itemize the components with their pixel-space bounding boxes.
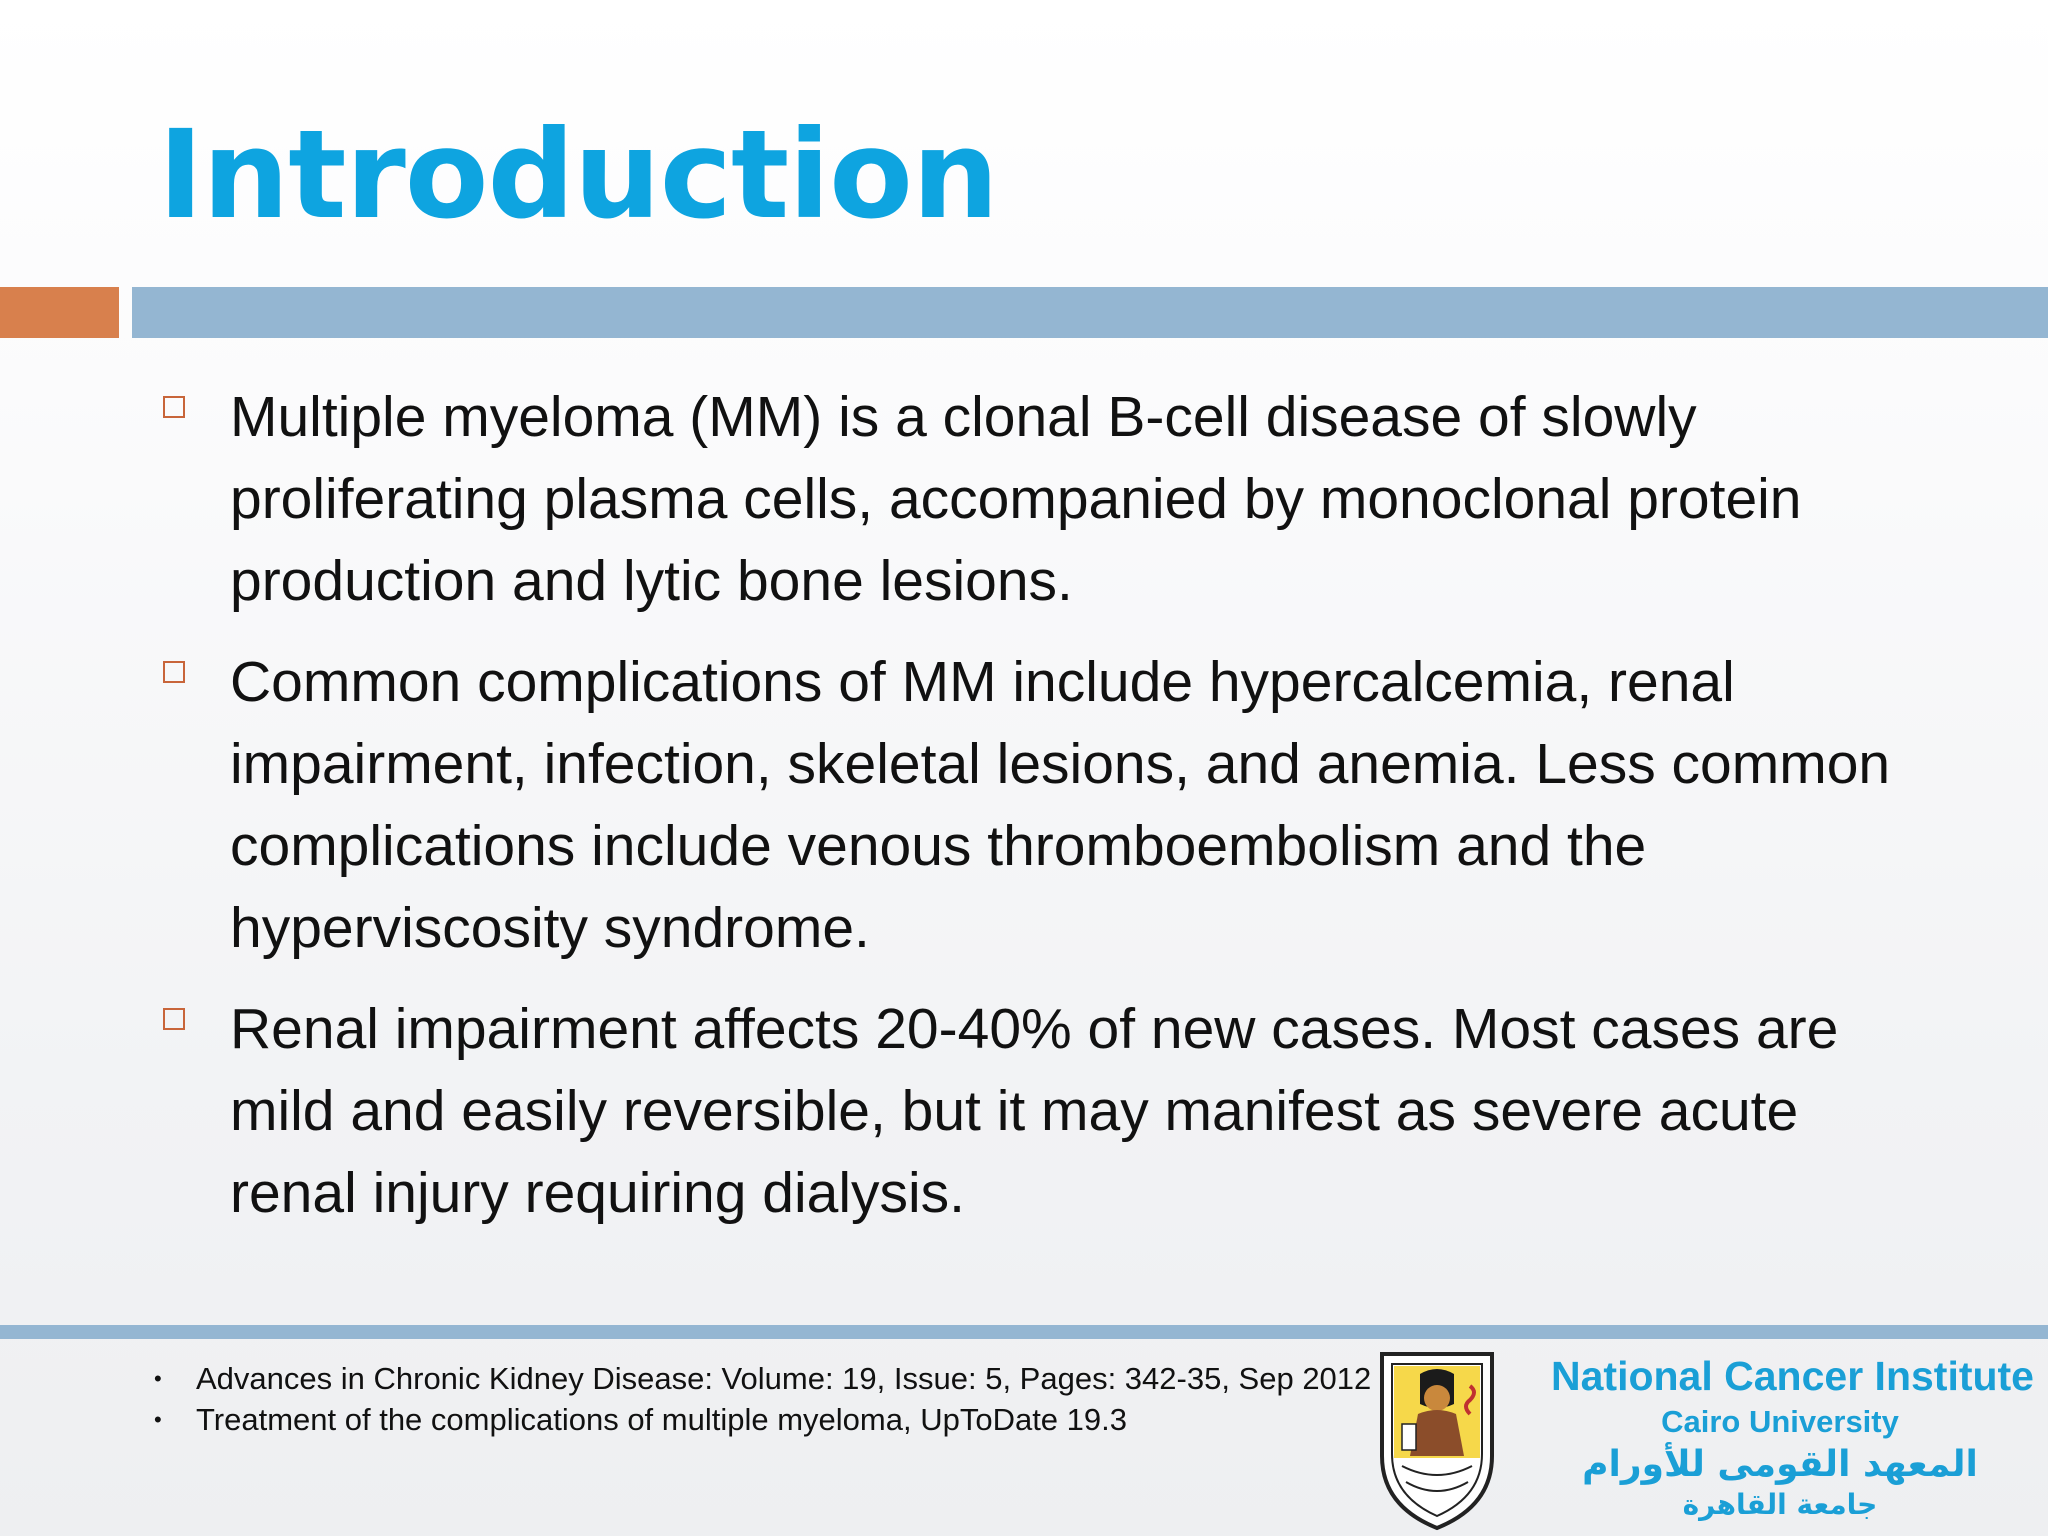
accent-bar-blue	[132, 287, 2048, 338]
slide-title: Introduction	[158, 104, 998, 246]
reference-item	[152, 1358, 1372, 1399]
reference-text: Treatment of the complications of multiple myeloma, UpToDate 19.3	[196, 1402, 1127, 1437]
footer-divider	[0, 1325, 2048, 1339]
logo-university-en: Cairo University	[1661, 1404, 1899, 1439]
dot-bullet-icon: •	[154, 1407, 162, 1432]
bullet-item	[160, 641, 1900, 969]
logo-name-en: National Cancer Institute	[1551, 1353, 2034, 1399]
logo-name-ar: المعهد القومى للأورام	[1582, 1444, 1978, 1485]
reference-item	[152, 1399, 1352, 1440]
square-bullet-icon	[163, 661, 185, 683]
dot-bullet-icon: •	[154, 1366, 162, 1391]
bullet-text: Common complications of MM include hypercalcemia, renal impairment, infection, skeletal lesions, and anemia. Less common complications include venous thromboembolism and the hyperviscosity syndrome.	[230, 650, 1891, 960]
bullet-text: Multiple myeloma (MM) is a clonal B-cell disease of slowly proliferating plasma cells, accompanied by monoclonal protein production and lytic bone lesions.	[230, 385, 1802, 613]
accent-bar-orange	[0, 287, 119, 338]
nci-logo	[1510, 1350, 2048, 1536]
logo-university-ar: جامعة القاهرة	[1682, 1488, 1878, 1521]
university-crest-icon	[1372, 1346, 1502, 1532]
bullet-item	[160, 988, 1900, 1234]
reference-text: Advances in Chronic Kidney Disease: Volume: 19, Issue: 5, Pages: 342-35, Sep 2012	[196, 1361, 1372, 1396]
bullet-item	[160, 376, 1900, 622]
bullet-list	[160, 376, 1900, 1253]
square-bullet-icon	[163, 396, 185, 418]
reference-list	[152, 1358, 1372, 1440]
bullet-text: Renal impairment affects 20-40% of new cases. Most cases are mild and easily reversible, but it may manifest as severe acute renal injury requiring dialysis.	[230, 997, 1839, 1225]
square-bullet-icon	[163, 1008, 185, 1030]
